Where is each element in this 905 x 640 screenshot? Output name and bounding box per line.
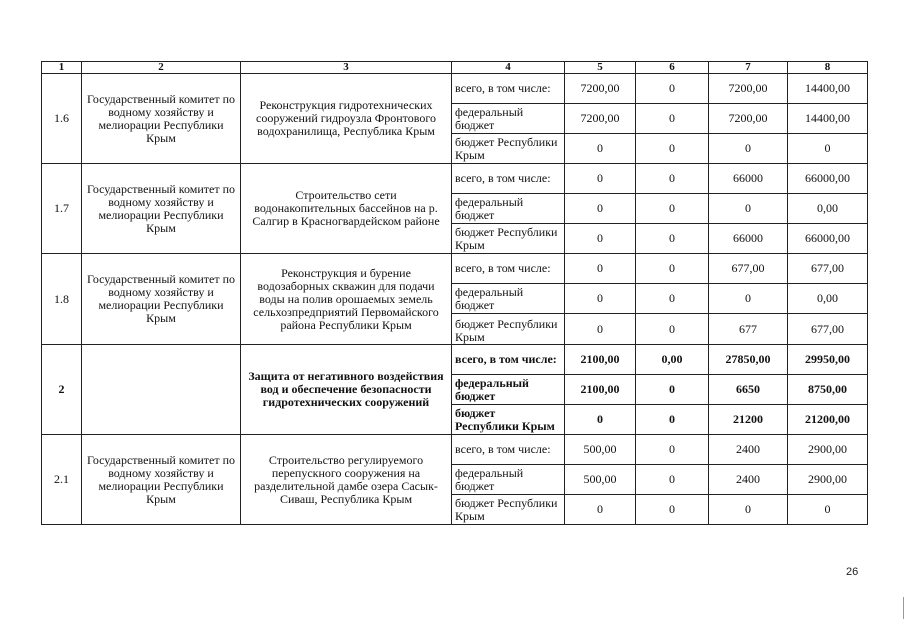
funding-source: всего, в том числе: (452, 345, 565, 375)
value-cell: 0 (636, 134, 709, 164)
funding-source: бюджет Республики Крым (452, 405, 565, 435)
value-cell: 0,00 (788, 284, 868, 314)
measure-description: Реконструкция и бурение водозаборных скважин для подачи воды на полив орошаемых земель сельхозпредприятий Первомайского района Республики Крым (241, 254, 452, 345)
value-cell: 14400,00 (788, 74, 868, 104)
funding-source: федеральный бюджет (452, 375, 565, 405)
value-cell: 7200,00 (709, 74, 788, 104)
value-cell: 2900,00 (788, 465, 868, 495)
value-cell: 0 (636, 465, 709, 495)
value-cell: 7200,00 (565, 74, 636, 104)
value-cell: 0 (565, 314, 636, 345)
value-cell: 0 (636, 104, 709, 134)
responsible-organization (82, 345, 241, 435)
item-number: 1.6 (42, 74, 82, 164)
value-cell: 2400 (709, 435, 788, 465)
value-cell: 0 (636, 284, 709, 314)
responsible-organization: Государственный комитет по водному хозяйству и мелиорации Республики Крым (82, 435, 241, 525)
value-cell: 66000 (709, 164, 788, 194)
column-number: 1 (42, 62, 82, 74)
funding-source: всего, в том числе: (452, 254, 565, 284)
value-cell: 0 (636, 194, 709, 224)
value-cell: 66000,00 (788, 224, 868, 254)
measure-description: Реконструкция гидротехнических сооружений гидроузла Фронтового водохранилища, Республика Крым (241, 74, 452, 164)
funding-source: бюджет Республики Крым (452, 314, 565, 345)
value-cell: 0 (709, 194, 788, 224)
value-cell: 2100,00 (565, 375, 636, 405)
value-cell: 0,00 (788, 194, 868, 224)
value-cell: 0 (636, 405, 709, 435)
value-cell: 0 (636, 254, 709, 284)
value-cell: 0 (565, 224, 636, 254)
funding-source: федеральный бюджет (452, 194, 565, 224)
value-cell: 0 (636, 435, 709, 465)
value-cell: 14400,00 (788, 104, 868, 134)
page-number: 26 (846, 566, 859, 578)
measure-description: Строительство сети водонакопительных бассейнов на р. Салгир в Красногвардейском районе (241, 164, 452, 254)
value-cell: 0,00 (636, 345, 709, 375)
value-cell: 66000,00 (788, 164, 868, 194)
value-cell: 0 (565, 254, 636, 284)
value-cell: 0 (709, 284, 788, 314)
item-number: 1.7 (42, 164, 82, 254)
table-row (42, 435, 868, 465)
column-number: 2 (82, 62, 241, 74)
value-cell: 7200,00 (709, 104, 788, 134)
budget-table (41, 61, 868, 525)
value-cell: 677,00 (788, 254, 868, 284)
value-cell: 0 (636, 375, 709, 405)
funding-source: федеральный бюджет (452, 284, 565, 314)
value-cell: 21200,00 (788, 405, 868, 435)
funding-source: всего, в том числе: (452, 164, 565, 194)
value-cell: 0 (565, 405, 636, 435)
value-cell: 2400 (709, 465, 788, 495)
section-title: Защита от негативного воздействия вод и обеспечение безопасности гидротехнических сооружений (241, 345, 452, 435)
measure-description: Строительство регулируемого перепускного сооружения на разделительной дамбе озера Сасык-Сиваш, Республика Крым (241, 435, 452, 525)
value-cell: 0 (565, 134, 636, 164)
value-cell: 2100,00 (565, 345, 636, 375)
responsible-organization: Государственный комитет по водному хозяйству и мелиорации Республики Крым (82, 164, 241, 254)
table-row (42, 164, 868, 194)
column-number: 3 (241, 62, 452, 74)
table-row (42, 74, 868, 104)
funding-source: бюджет Республики Крым (452, 134, 565, 164)
column-number: 8 (788, 62, 868, 74)
value-cell: 6650 (709, 375, 788, 405)
funding-source: федеральный бюджет (452, 465, 565, 495)
value-cell: 0 (636, 74, 709, 104)
value-cell: 21200 (709, 405, 788, 435)
value-cell: 500,00 (565, 465, 636, 495)
funding-source: федеральный бюджет (452, 104, 565, 134)
value-cell: 0 (636, 164, 709, 194)
value-cell: 0 (636, 314, 709, 345)
item-number: 2 (42, 345, 82, 435)
value-cell: 8750,00 (788, 375, 868, 405)
value-cell: 7200,00 (565, 104, 636, 134)
table-row (42, 345, 868, 375)
column-number: 5 (565, 62, 636, 74)
value-cell: 0 (565, 284, 636, 314)
value-cell: 0 (788, 495, 868, 525)
item-number: 1.8 (42, 254, 82, 345)
value-cell: 2900,00 (788, 435, 868, 465)
value-cell: 27850,00 (709, 345, 788, 375)
value-cell: 677,00 (788, 314, 868, 345)
scan-edge-mark (903, 597, 904, 619)
item-number: 2.1 (42, 435, 82, 525)
funding-source: бюджет Республики Крым (452, 224, 565, 254)
column-number-row (42, 62, 868, 74)
responsible-organization: Государственный комитет по водному хозяйству и мелиорации Республики Крым (82, 74, 241, 164)
column-number: 6 (636, 62, 709, 74)
value-cell: 677 (709, 314, 788, 345)
value-cell: 0 (565, 194, 636, 224)
value-cell: 677,00 (709, 254, 788, 284)
funding-source: бюджет Республики Крым (452, 495, 565, 525)
value-cell: 500,00 (565, 435, 636, 465)
value-cell: 0 (709, 134, 788, 164)
value-cell: 0 (636, 224, 709, 254)
responsible-organization: Государственный комитет по водному хозяйству и мелиорации Республики Крым (82, 254, 241, 345)
column-number: 7 (709, 62, 788, 74)
value-cell: 0 (709, 495, 788, 525)
value-cell: 66000 (709, 224, 788, 254)
value-cell: 29950,00 (788, 345, 868, 375)
value-cell: 0 (565, 164, 636, 194)
funding-source: всего, в том числе: (452, 74, 565, 104)
table-body (42, 62, 868, 525)
column-number: 4 (452, 62, 565, 74)
value-cell: 0 (636, 495, 709, 525)
value-cell: 0 (565, 495, 636, 525)
value-cell: 0 (788, 134, 868, 164)
table-row (42, 254, 868, 284)
funding-source: всего, в том числе: (452, 435, 565, 465)
